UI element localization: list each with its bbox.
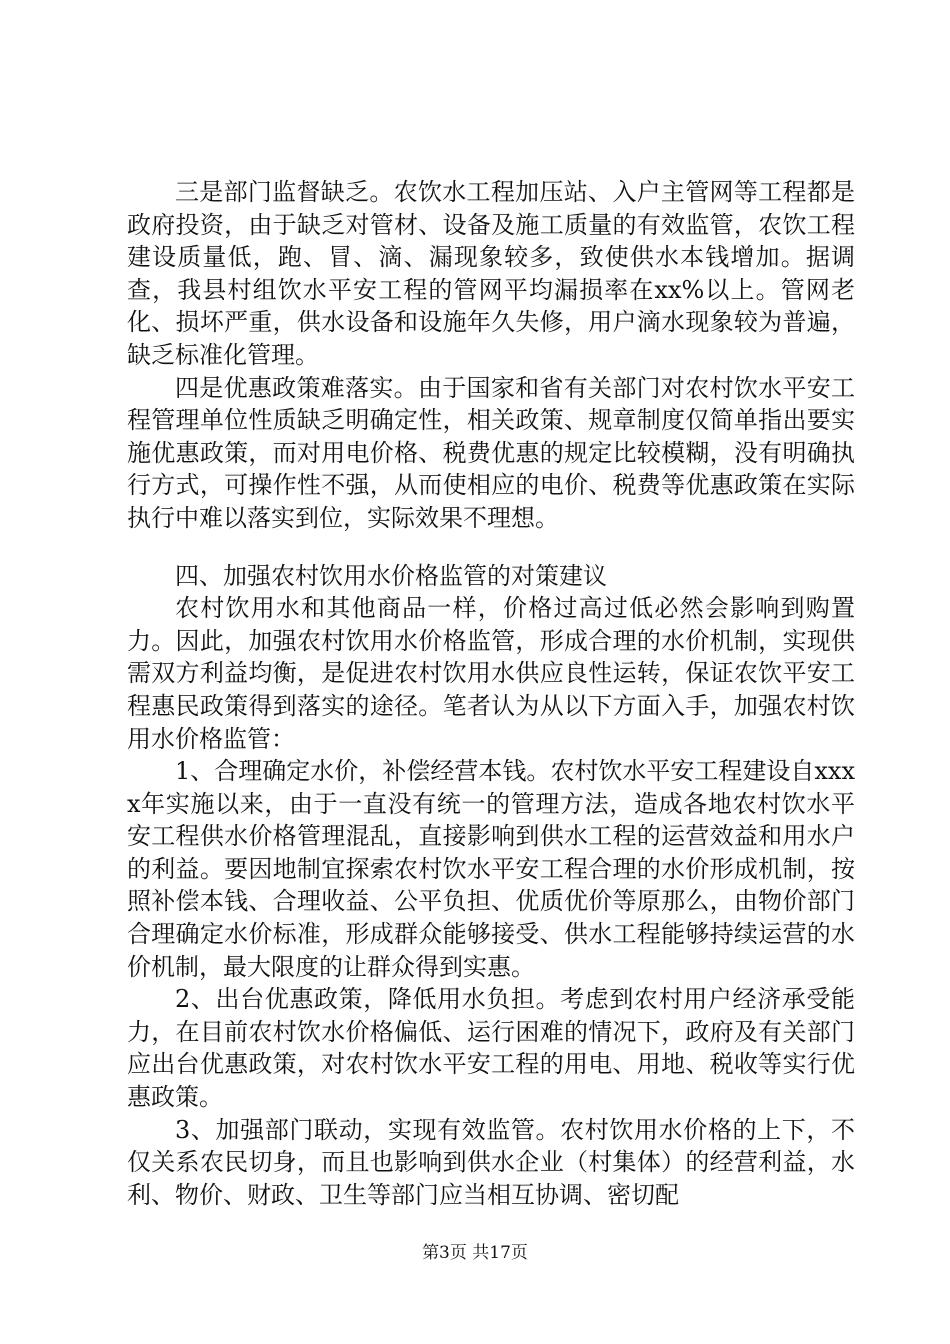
paragraph-preferential-policy: 四是优惠政策难落实。由于国家和省有关部门对农村饮水平安工程管理单位性质缺乏明确定性，相关政策、规章制度仅简单指出要实施优惠政策，而对用电价格、税费优惠的规定比较模糊，没有明确执行方式，可操作性不强，从而使相应的电价、税费等优惠政策在实际执行中难以落实到位，实际效果不理想。	[127, 373, 855, 532]
document-body	[127, 176, 855, 1211]
page-number-footer: 第3页 共17页	[422, 1243, 528, 1263]
paragraph-item-1: 1、合理确定水价，补偿经营本钱。农村饮水平安工程建设自xxxx年实施以来，由于一直没有统一的管理方法，造成各地农村饮水平安工程供水价格管理混乱，直接影响到供水工程的运营效益和用水户的利益。要因地制宜探索农村饮水平安工程合理的水价形成机制，按照补偿本钱、合理收益、公平负担、优质优价等原那么，由物价部门合理确定水价标准，形成群众能够接受、供水工程能够持续运营的水价机制，最大限度的让群众得到实惠。	[127, 757, 855, 981]
section-heading: 四、加强农村饮用水价格监管的对策建议	[175, 561, 607, 590]
paragraph-intro: 农村饮用水和其他商品一样，价格过高过低必然会影响到购置力。因此，加强农村饮用水价格监管，形成合理的水价机制，实现供需双方利益均衡，是促进农村饮用水供应良性运转，保证农饮平安工程惠民政策得到落实的途径。笔者认为从以下方面入手，加强农村饮用水价格监管：	[127, 594, 855, 753]
paragraph-supervision: 三是部门监督缺乏。农饮水工程加压站、入户主管网等工程都是政府投资，由于缺乏对管材、设备及施工质量的有效监管，农饮工程建设质量低，跑、冒、滴、漏现象较多，致使供水本钱增加。据调查，我县村组饮水平安工程的管网平均漏损率在xx%以上。管网老化、损坏严重，供水设备和设施年久失修，用户滴水现象较为普遍，缺乏标准化管理。	[127, 178, 855, 369]
paragraph-item-2: 2、出台优惠政策，降低用水负担。考虑到农村用户经济承受能力，在目前农村饮水价格偏低、运行困难的情况下，政府及有关部门应出台优惠政策，对农村饮水平安工程的用电、用地、税收等实行优惠政策。	[127, 985, 855, 1112]
paragraph-item-3: 3、加强部门联动，实现有效监管。农村饮用水价格的上下，不仅关系农民切身，而且也影响到供水企业（村集体）的经营利益，水利、物价、财政、卫生等部门应当相互协调、密切配	[127, 1115, 855, 1209]
